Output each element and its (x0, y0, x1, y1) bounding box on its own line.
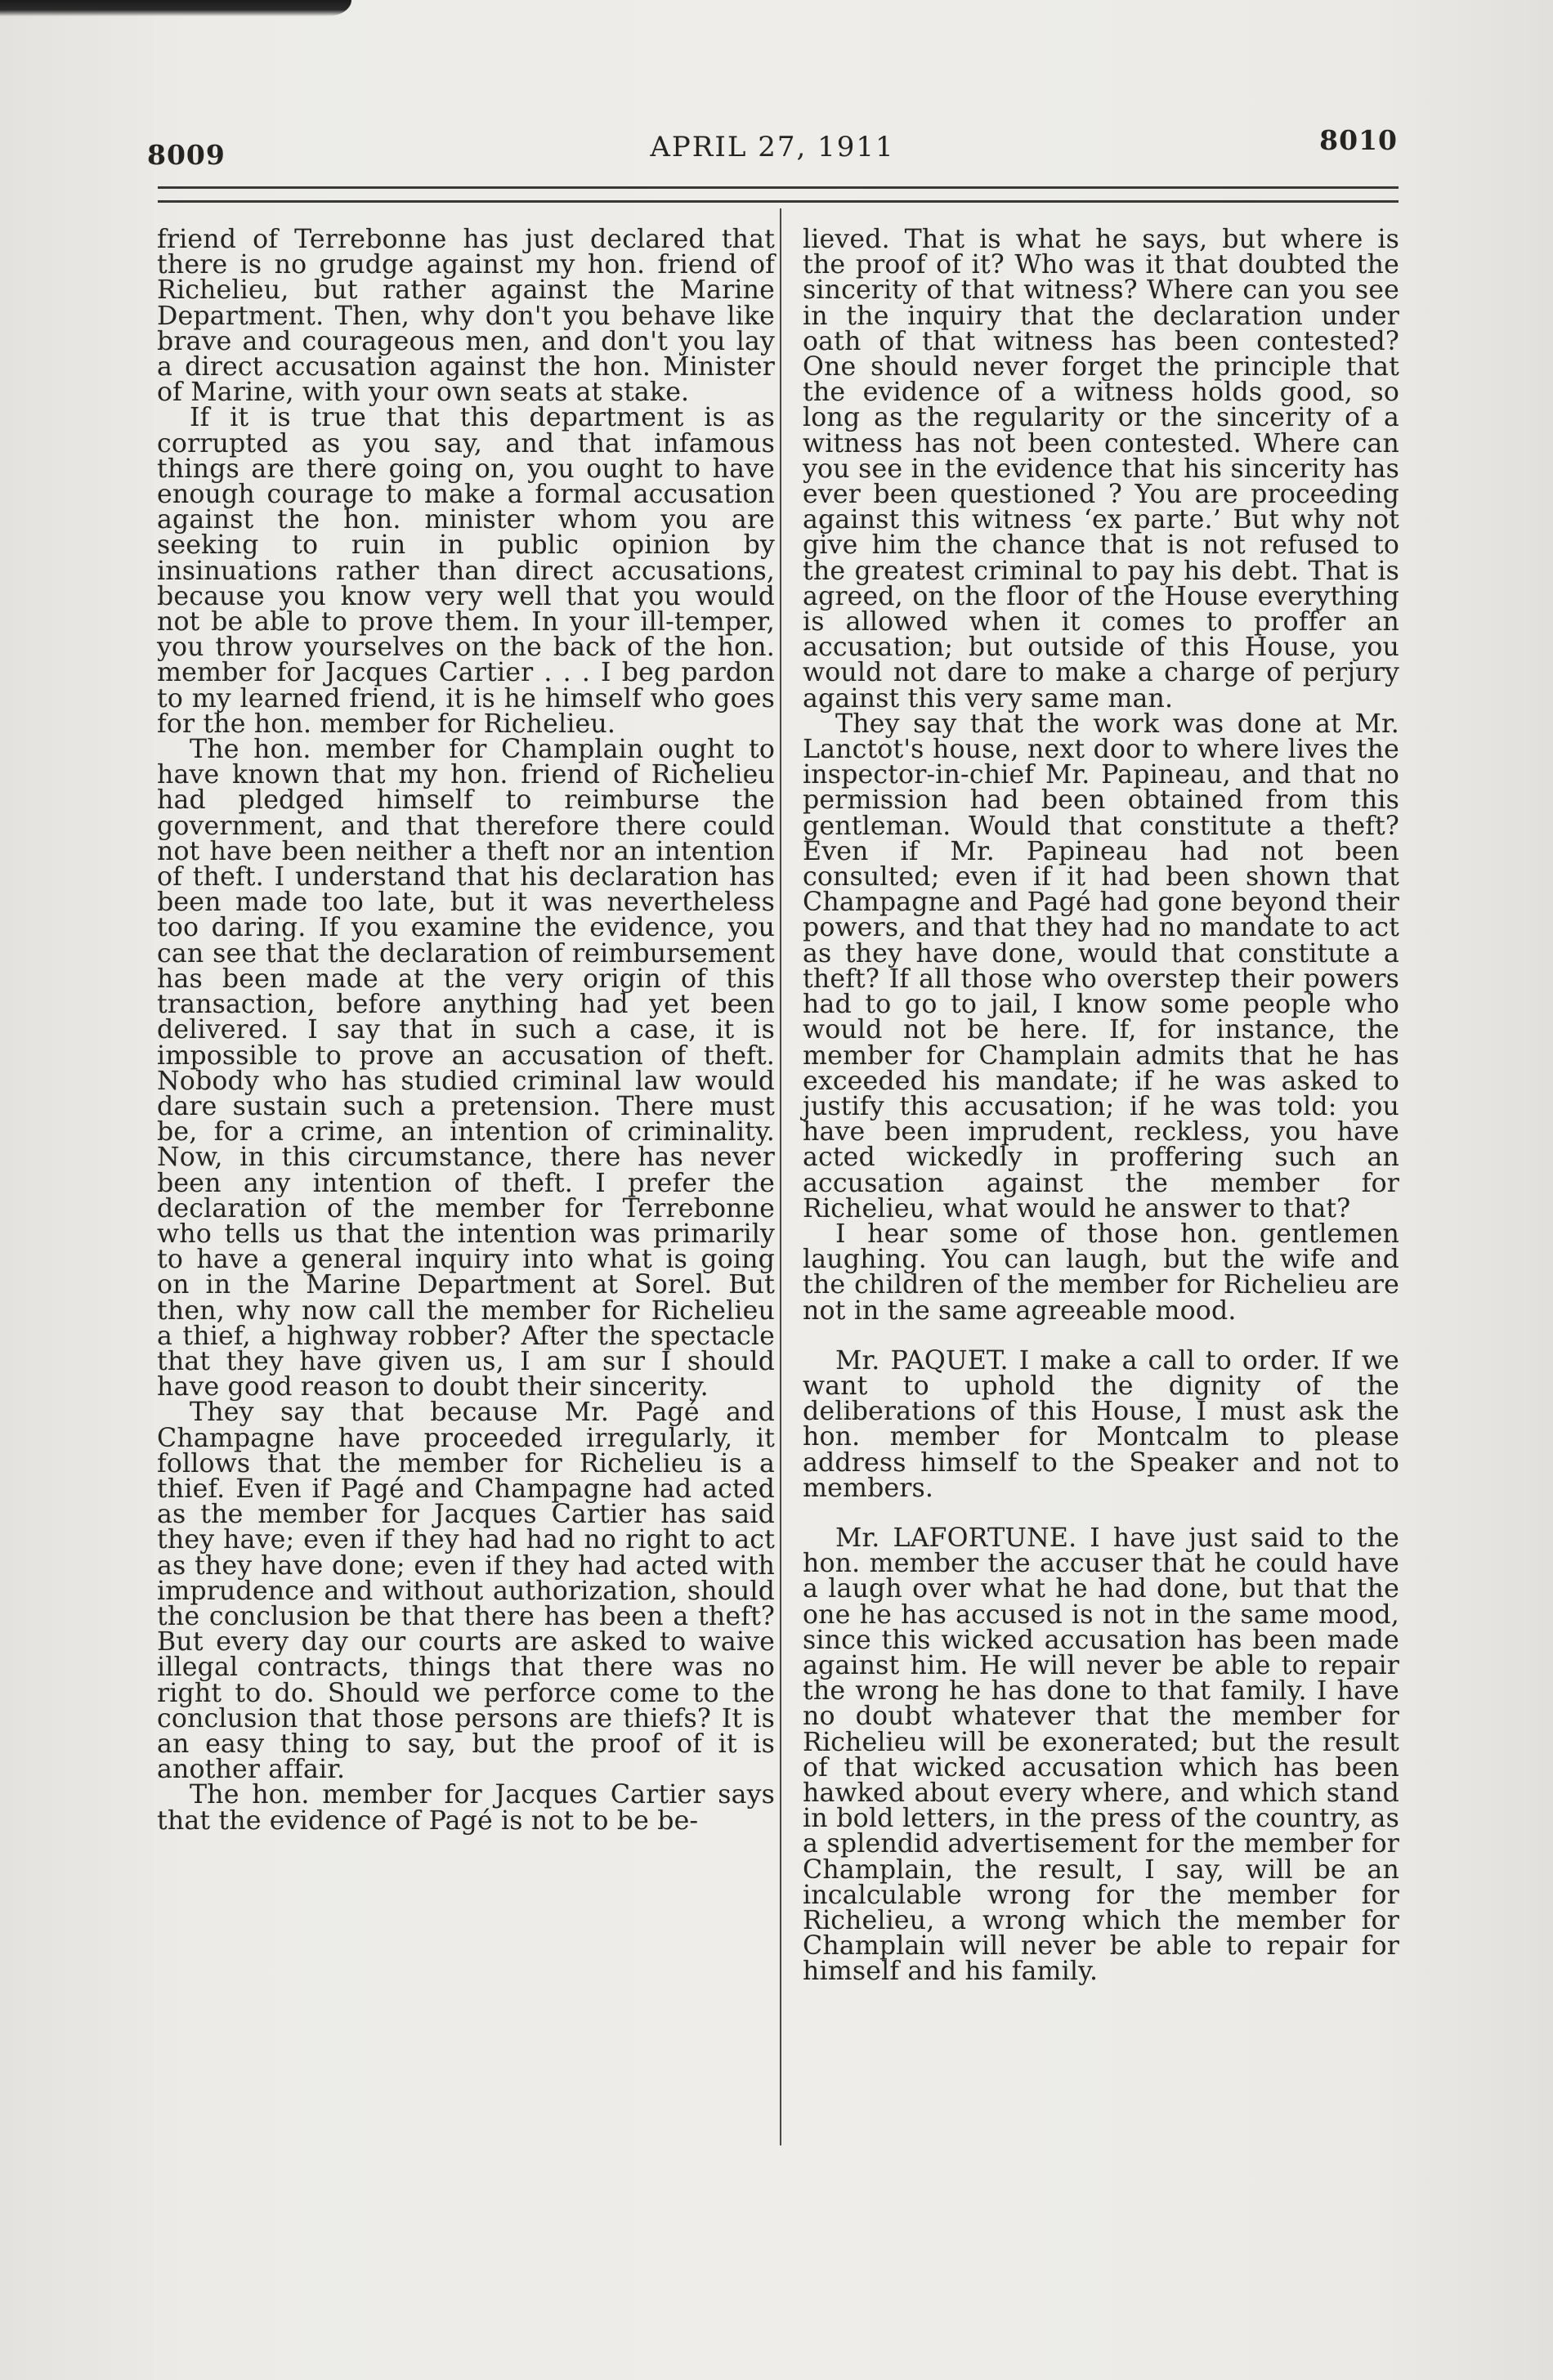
paragraph: The hon. member for Jacques Cartier says that the evidence of Pagé is not to be be- (157, 1780, 775, 1836)
speech-gap (803, 1501, 1399, 1526)
right-column (803, 227, 1399, 1985)
page-number-right: 8010 (1319, 124, 1398, 156)
page-number-left: 8009 (147, 139, 226, 171)
speaker-paragraph-paquet: Mr. PAQUET. I make a call to order. If we want to uphold the dignity of the deliberations of this House, I must ask the hon. member for Montcalm to please address himself to the Speaker and not to members. (803, 1345, 1399, 1503)
paragraph: The hon. member for Champlain ought to have known that my hon. friend of Richelieu had pledged himself to reimburse the government, and that therefore there could not have been neither a theft nor an intention of theft. I understand that his declaration has been made too late, but it was nevertheless too daring. If you examine the evidence, you can see that the declaration of reimbursement has been made at the very origin of this transaction, before anything had yet been delivered. I say that in such a case, it is impossible to prove an accusation of theft. Nobody who has studied criminal law would dare sustain such a pretension. There must be, for a crime, an intention of criminality. Now, in this circumstance, there has never been any intention of theft. I prefer the declaration of the member for Terrebonne who tells us that the intention was primarily to have a general inquiry into what is going on in the Marine Department at Sorel. But then, why now call the member for Richelieu a thief, a highway robber? After the spectacle that they have given us, I am sur I should have good reason to doubt their sincerity. (157, 735, 775, 1402)
header-double-rule (158, 186, 1399, 203)
paragraph: friend of Terrebonne has just declared that there is no grudge against my hon. friend of Richelieu, but rather against the Marine Department. Then, why don't you behave like brave and courageous men, and don't you lay a direct accusation against the hon. Minister of Marine, with your own seats at stake. (157, 225, 775, 408)
left-column (157, 227, 775, 1834)
scan-corner-mark (0, 0, 351, 16)
page-date: APRIL 27, 1911 (650, 131, 895, 163)
column-divider (780, 208, 781, 2145)
paragraph: I hear some of those hon. gentlemen laughing. You can laugh, but the wife and the children of the member for Richelieu are not in the same agreeable mood. (803, 1219, 1399, 1326)
page-header (147, 124, 1398, 171)
speaker-paragraph-lafortune: Mr. LAFORTUNE. I have just said to the hon. member the accuser that he could have a laugh over what he had done, but that the one he has accused is not in the same mood, since this wicked accusation has been made against him. He will never be able to repair the wrong he has done to that family. I have no doubt whatever that the member for Richelieu will be exonerated; but the result of that wicked accusation which has been hawked about every where, and which stand in bold letters, in the press of the country, as a splendid advertisement for the member for Champlain, the result, I say, will be an incalculable wrong for the member for Richelieu, a wrong which the member for Champlain will never be able to repair for himself and his family. (803, 1523, 1399, 1987)
paragraph: They say that because Mr. Pagé and Champagne have proceeded irregularly, it follows that the member for Richelieu is a thief. Even if Pagé and Champagne had acted as the member for Jacques Cartier has said they have; even if they had had no right to act as they have done; even if they had acted with imprudence and without authorization, should the conclusion be that there has been a theft? But every day our courts are asked to waive illegal contracts, things that there was no right to do. Should we perforce come to the conclusion that those persons are thiefs? It is an easy thing to say, but the proof of it is another affair. (157, 1398, 775, 1785)
paragraph: lieved. That is what he says, but where is the proof of it? Who was it that doubted the sincerity of that witness? Where can you see in the inquiry that the declaration under oath of that witness has been contested? One should never forget the principle that the evidence of a witness holds good, so long as the regularity or the sincerity of a witness has not been contested. Where can you see in the evidence that his sincerity has ever been questioned ? You are proceeding against this witness ‘ex parte.’ But why not give him the chance that is not refused to the greatest criminal to pay his debt. That is agreed, on the floor of the House everything is allowed when it comes to proffer an accusation; but outside of this House, you would not dare to make a charge of perjury against this very same man. (803, 225, 1399, 714)
speech-gap (803, 1324, 1399, 1349)
paragraph: If it is true that this department is as corrupted as you say, and that infamous things are there going on, you ought to have enough courage to make a formal accusation against the hon. minister whom you are seeking to ruin in public opinion by insinuations rather than direct accusations, because you know very well that you would not be able to prove them. In your ill-temper, you throw yourselves on the back of the hon. member for Jacques Cartier . . . I beg pardon to my learned friend, it is he himself who goes for the hon. member for Richelieu. (157, 403, 775, 739)
paragraph: They say that the work was done at Mr. Lanctot's house, next door to where lives the inspector-in-chief Mr. Papineau, and that no permission had been obtained from this gentleman. Would that constitute a theft? Even if Mr. Papineau had not been consulted; even if it had been shown that Champagne and Pagé had gone beyond their powers, and that they had no mandate to act as they have done, would that constitute a theft? If all those who overstep their powers had to go to jail, I know some people who would not be here. If, for instance, the member for Champlain admits that he has exceeded his mandate; if he was asked to justify this accusation; if he was told: you have been imprudent, reckless, you have acted wickedly in proffering such an accusation against the member for Richelieu, what would he answer to that? (803, 709, 1399, 1224)
